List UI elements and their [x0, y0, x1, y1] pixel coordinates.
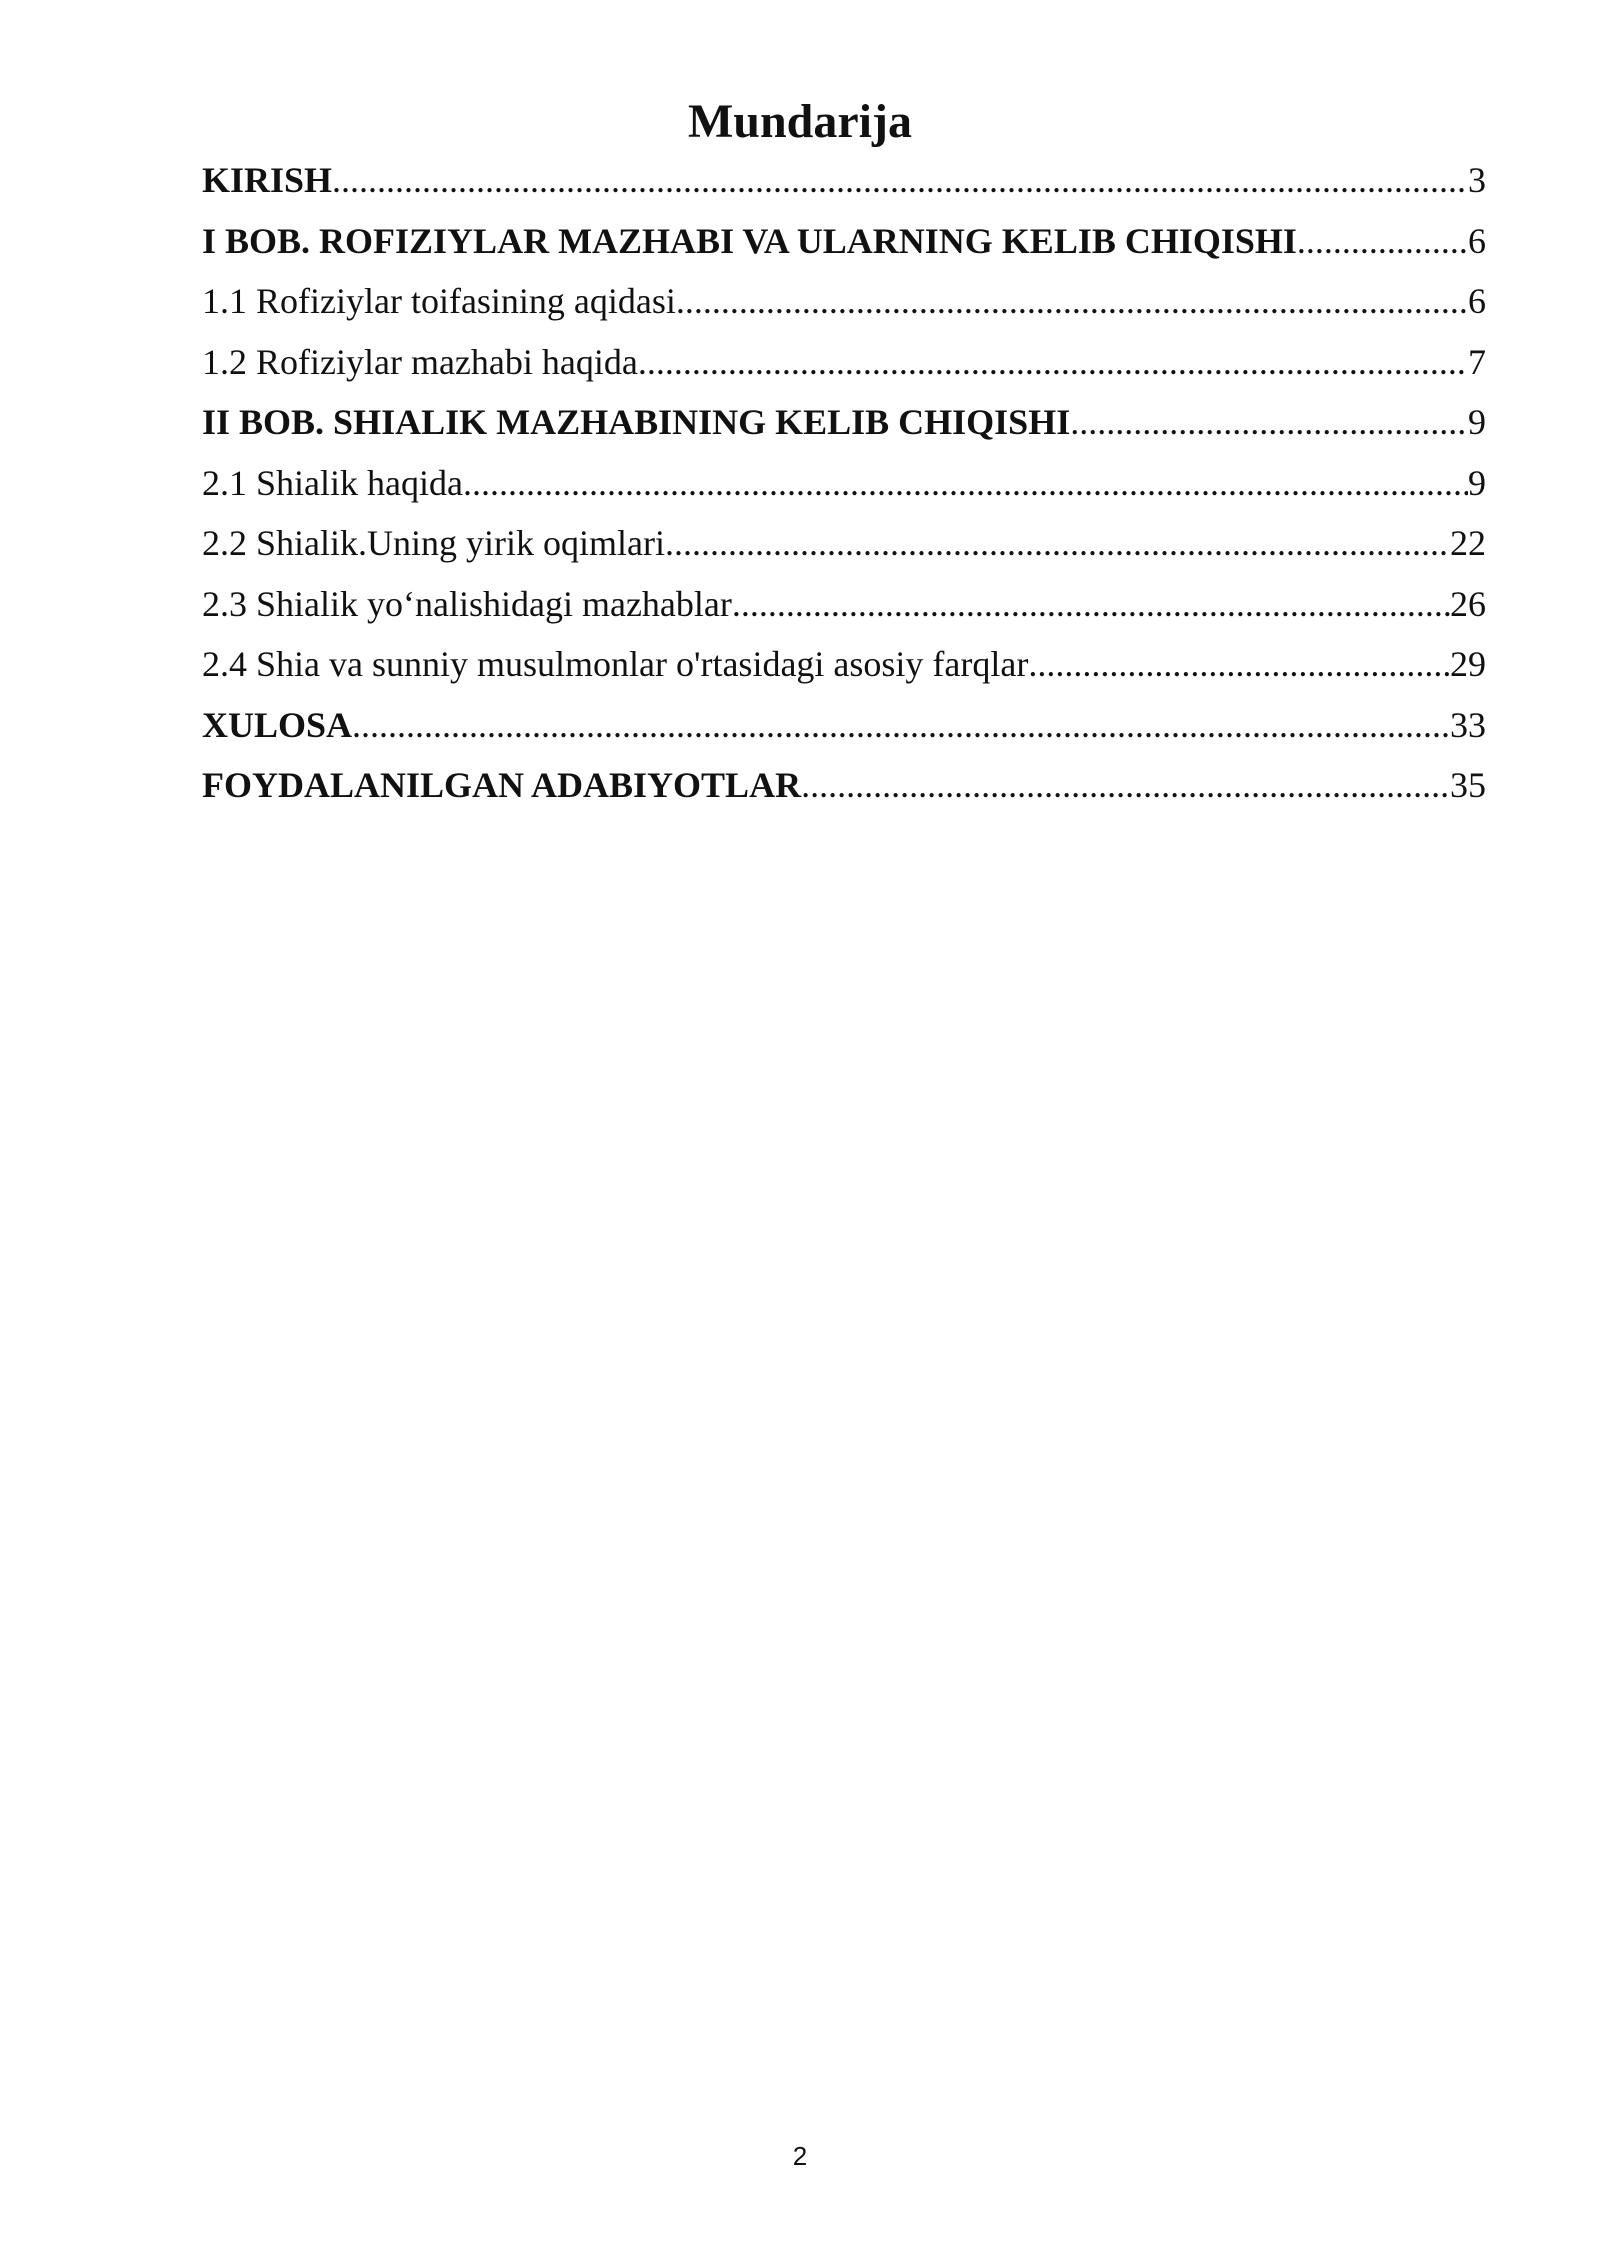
toc-entry-label: 2.2 Shialik.Uning yirik oqimlari [202, 523, 665, 563]
toc-entry-page: 9 [1468, 462, 1486, 503]
toc-entry-page: 9 [1468, 402, 1486, 442]
toc-entry-page: 33 [1450, 704, 1486, 745]
toc-dot-leader [676, 271, 1468, 331]
toc-entry-label: 2.1 Shialik haqida [202, 462, 463, 503]
toc-entry-section-1-2[interactable] [202, 332, 1486, 393]
toc-entry-label: XULOSA [202, 704, 353, 745]
toc-entry-section-2-4[interactable] [202, 634, 1486, 695]
toc-dot-leader [801, 755, 1450, 815]
toc-entry-label: FOYDALANILGAN ADABIYOTLAR [202, 765, 802, 805]
toc-entry-section-2-1[interactable] [202, 453, 1486, 514]
toc-entry-label: 2.4 Shia va sunniy musulmonlar o'rtasidagi asosiy farqlar [202, 644, 1029, 684]
toc-entry-page: 3 [1468, 160, 1486, 200]
toc-title: Mundarija [687, 95, 912, 148]
toc-entry-xulosa[interactable] [202, 695, 1486, 756]
toc-entry-section-2-3[interactable] [202, 574, 1486, 635]
toc-entry-page: 29 [1450, 644, 1486, 684]
toc-entry-page: 6 [1468, 220, 1486, 261]
toc-entry-label: I BOB. ROFIZIYLAR MAZHABI VA ULARNING KELIB CHIQISHI [202, 220, 1297, 261]
toc-entry-label: II BOB. SHIALIK MAZHABINING KELIB CHIQISHI [202, 402, 1071, 442]
toc-entry-page: 35 [1450, 765, 1486, 805]
toc-dot-leader [463, 453, 1468, 513]
toc-dot-leader [732, 574, 1450, 634]
toc-entry-label: 1.2 Rofiziylar mazhabi haqida [202, 341, 638, 382]
toc-dot-leader [1028, 634, 1450, 694]
toc-dot-leader [1070, 392, 1468, 452]
toc-entry-page: 26 [1450, 583, 1486, 624]
toc-entry-page: 7 [1468, 341, 1486, 382]
toc-entry-page: 6 [1468, 281, 1486, 321]
toc-entry-page: 22 [1450, 523, 1486, 563]
toc-dot-leader [1297, 211, 1468, 271]
toc-entry-section-2-2[interactable] [202, 513, 1486, 574]
toc-entry-label: 1.1 Rofiziylar toifasining aqidasi [202, 281, 676, 321]
toc-entry-label: 2.3 Shialik yo‘nalishidagi mazhablar [202, 583, 732, 624]
toc-dot-leader [665, 513, 1450, 573]
toc-entry-references[interactable] [202, 755, 1486, 816]
toc-entry-section-1-1[interactable] [202, 271, 1486, 332]
toc-entry-label: KIRISH [202, 160, 333, 200]
toc-entry-kirish[interactable] [202, 150, 1486, 211]
toc-dot-leader [352, 695, 1450, 755]
toc-dot-leader [332, 150, 1468, 210]
toc-entry-chapter-2[interactable] [202, 392, 1486, 453]
page-number: 2 [792, 2141, 808, 2171]
toc-dot-leader [638, 332, 1468, 392]
toc-entry-chapter-1[interactable] [202, 211, 1486, 272]
table-of-contents [202, 150, 1486, 816]
